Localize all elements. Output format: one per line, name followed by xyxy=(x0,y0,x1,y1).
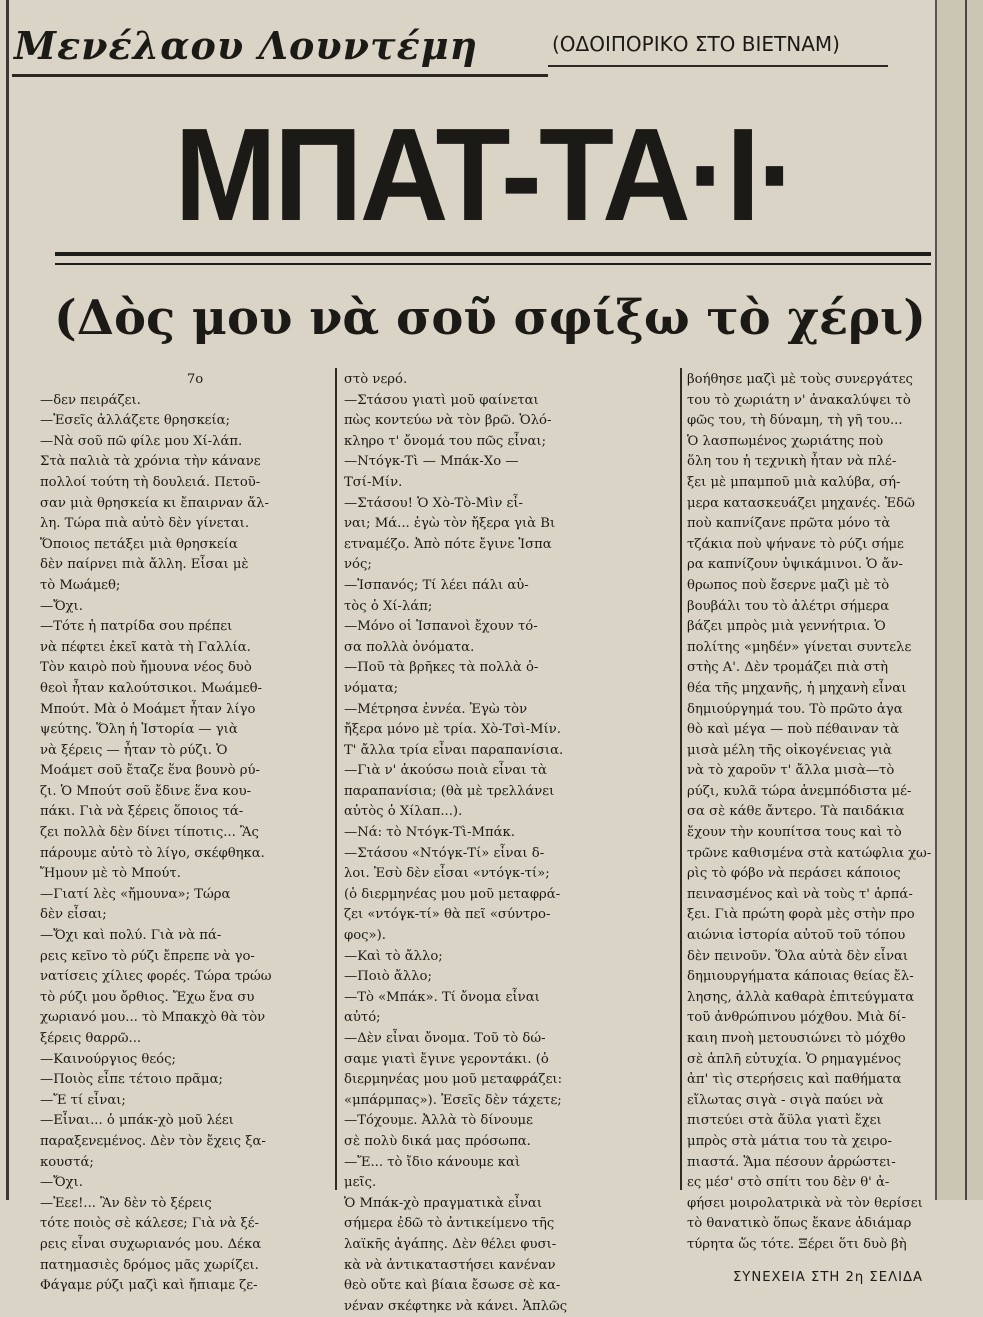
text-line: παραπανίσια; (θὰ μὲ τρελλάνει xyxy=(344,783,555,799)
text-line: ψεύτης. Ὅλη ἡ Ἱστορία — γιὰ xyxy=(40,722,238,738)
text-line: λοι. Ἐσὺ δὲν εἶσαι «ντόγκ-τί»; xyxy=(344,866,550,882)
text-line: Τὸν καιρὸ ποὺ ἤμουνα νέος δυὸ xyxy=(40,660,252,676)
text-line: —Ὄχι. xyxy=(40,1175,83,1191)
text-line: νατίσεις χίλιες φορές. Τώρα τρώω xyxy=(40,969,272,985)
text-line: ἀπ' τὶς στερήσεις καὶ παθήματα xyxy=(687,1072,902,1088)
text-line: παραξενεμένος. Δὲν τὸν ἔχεις ξα- xyxy=(40,1133,266,1149)
text-line: κληρο τ' ὄνομά του πῶς εἶναι; xyxy=(344,433,547,449)
text-line: σήμερα ἐδῶ τὸ ἀντικείμενο τῆς xyxy=(344,1216,555,1232)
text-line: —Δὲν εἶναι ὄνομα. Τοῦ τὸ δώ- xyxy=(344,1031,546,1046)
text-line: τὸ ρύζι μου ὄρθιος. Ἔχω ἕνα συ xyxy=(40,989,255,1005)
text-line: —Στάσου! Ὁ Χὸ-Τὸ-Μὶν εἶ- xyxy=(344,495,524,511)
headline-rule-thick xyxy=(55,252,931,256)
headline: ΜΠΑΤ-ΤΑ·Ι· xyxy=(174,101,796,248)
text-line: —Μέτρησα ἐννέα. Ἐγὼ τὸν xyxy=(344,701,528,717)
text-line: νὰ πέφτει ἐκεῖ κατὰ τὴ Γαλλία. xyxy=(40,639,251,655)
text-line: φῶς του, τὴ δύναμη, τὴ γῆ του... xyxy=(687,413,903,429)
text-line: δὲν εἶσαι; xyxy=(40,907,107,923)
subheadline: (Δὸς μου νὰ σοῦ σφίξω τὸ χέρι) xyxy=(54,290,926,346)
text-line: πεινασμένος καὶ νὰ τοὺς τ' ἁρπά- xyxy=(687,886,913,902)
text-line: ἔχουν τὴν κουπίτσα τους καὶ τὸ xyxy=(687,825,902,841)
text-line: διερμηνέας μου μοῦ μεταφράζει: xyxy=(344,1072,563,1088)
text-line: λησης, ἀλλὰ καθαρὰ ἐπιτεύγματα xyxy=(687,989,915,1005)
text-line: δημιουργήματα κάποιας θείας ἔλ- xyxy=(687,969,914,985)
text-line: (ὁ διερμηνέας μου μοῦ μεταφρά- xyxy=(344,886,561,902)
text-line: τοῦ ἀνθρώπινου μόχθου. Μιὰ δί- xyxy=(687,1010,906,1026)
text-line: βάζει μπρὸς μιὰ γεννήτρια. Ὁ xyxy=(687,619,886,635)
text-line: αὐτὸς ὁ Χίλαπ...). xyxy=(344,804,463,820)
text-line: αιώνια ἱστορία αὐτοῦ τοῦ τόπου xyxy=(687,928,906,944)
text-line: θὸ καὶ μέγα — ποὺ πέθαιναν τὰ xyxy=(687,722,900,738)
text-line: σα σὲ κάθε ἄντερο. Τὰ παιδάκια xyxy=(687,804,905,820)
text-line: τζάκια ποὺ ψήνανε τὸ ρύζι σήμε xyxy=(687,536,904,552)
text-line: νός; xyxy=(344,557,372,573)
text-line: —Ποιὸ ἄλλο; xyxy=(344,969,432,985)
text-line: κουστά; xyxy=(40,1154,94,1170)
text-line: πὼς κοντεύω νὰ τὸν βρῶ. Ὁλό- xyxy=(344,413,552,429)
text-line: ζει «ντόγκ-τί» θὰ πεῖ «σύντρο- xyxy=(344,907,551,923)
text-line: 7ο xyxy=(186,372,204,387)
text-line: —Τὸ «Μπάκ». Τί ὄνομα εἶναι xyxy=(344,989,540,1005)
text-line: σαμε γιατὶ ἔγινε γεροντάκι. (ὁ xyxy=(344,1051,549,1067)
text-line: σαν μιὰ θρησκεία κι ἔπαιρναν ἄλ- xyxy=(40,495,269,511)
text-line: θεὸ οὔτε καὶ βίαια ἔσωσε σὲ κα- xyxy=(344,1278,561,1294)
kicker-underline xyxy=(548,65,888,67)
text-line: ες μέσ' στὸ σπίτι του δὲν θ' ἀ- xyxy=(687,1175,890,1191)
text-line: βοήθησε μαζὶ μὲ τοὺς συνεργάτες xyxy=(687,372,913,387)
text-line: νόματα; xyxy=(344,680,399,696)
article-column-2 xyxy=(344,370,672,1314)
text-line: πατημασιὲς δρόμος μᾶς χωρίζει. xyxy=(40,1257,259,1273)
text-line: —Γιὰ ν' ἀκούσω ποιὰ εἶναι τὰ xyxy=(344,763,547,779)
text-line: Φάγαμε ρύζι μαζὶ καὶ ἤπιαμε ζε- xyxy=(40,1278,258,1294)
text-line: ξέρεις θαρρῶ... xyxy=(40,1031,142,1046)
text-line: —Ἔ... τὸ ἴδιο κάνουμε καὶ xyxy=(344,1154,521,1170)
text-line: —Ἐεε!... Ἂν δὲν τὸ ξέρεις xyxy=(40,1195,212,1211)
text-line: φήσει μοιρολατρικὰ νὰ τὸν θερίσει xyxy=(687,1195,923,1211)
text-line: νὰ ξέρεις — ἦταν τὸ ρύζι. Ὁ xyxy=(40,742,228,758)
text-line: ξει μὲ μπαμποῦ μιὰ καλύβα, σή- xyxy=(687,474,901,490)
text-line: φος»). xyxy=(344,928,386,944)
text-line: —Ἔ τί εἶναι; xyxy=(40,1092,126,1108)
text-line: —Ἱσπανός; Τί λέει πάλι αὐ- xyxy=(344,577,529,593)
text-line: σὲ πολὺ δικά μας πρόσωπα. xyxy=(344,1133,531,1149)
text-line: μισὰ μέλη τῆς οἰκογένειας γιὰ xyxy=(687,742,892,758)
text-line: ποὺ καπνίζανε πρῶτα μόνο τὰ xyxy=(687,516,891,532)
text-line: καιη πνοὴ μετουσιώνει τὸ μόχθο xyxy=(687,1031,906,1046)
text-line: —Τόχουμε. Ἀλλὰ τὸ δίνουμε xyxy=(344,1113,533,1129)
text-line: στὴς Α'. Δὲν τρομάζει πιὰ στὴ xyxy=(687,660,889,676)
text-line: ζει πολλὰ δὲν δίνει τίποτις... Ἂς xyxy=(40,825,259,841)
text-line: ρεις κεῖνο τὸ ρύζι ἔπρεπε νὰ γο- xyxy=(40,948,255,964)
article-column-3 xyxy=(687,370,969,1285)
text-line: ὅλη του ἡ τεχνικὴ ἦταν νὰ πλέ- xyxy=(687,454,897,470)
text-line: —Στάσου «Ντόγκ-Τί» εἶναι δ- xyxy=(344,845,545,861)
text-line: Μοάμετ σοῦ ἔταζε ἕνα βουνὸ ρύ- xyxy=(40,763,260,779)
text-line: —Ὄχι. xyxy=(40,598,83,614)
text-line: θέα τῆς μηχανῆς, ἡ μηχανὴ εἶναι xyxy=(687,680,907,696)
text-line: νέναν σκέφτηκε νὰ κάνει. Ἁπλῶς xyxy=(344,1298,568,1314)
text-line: βουβάλι του τὸ ἀλέτρι σήμερα xyxy=(687,598,890,614)
text-line: νὰ τὸ χαροῦν τ' ἄλλα μισὰ—τὸ xyxy=(687,763,895,779)
text-line: Ἤμουν μὲ τὸ Μπούτ. xyxy=(40,866,181,882)
text-line: Ὁ λασπωμένος χωριάτης ποὺ xyxy=(687,433,884,449)
text-line: κὰ νὰ ἀντικαταστήσει κανέναν xyxy=(344,1257,556,1273)
text-line: ζι. Ὁ Μπούτ σοῦ ἔδινε ἕνα κου- xyxy=(40,783,252,799)
text-line: λη. Τώρα πιὰ αὐτὸ δὲν γίνεται. xyxy=(40,516,250,532)
column-rule-2 xyxy=(680,368,682,1190)
text-line: στὸ νερό. xyxy=(344,372,408,387)
series-kicker: (ΟΔΟΙΠΟΡΙΚΟ ΣΤΟ ΒΙΕΤΝΑΜ) xyxy=(552,32,840,56)
text-line: Ὅποιος πετάξει μιὰ θρησκεία xyxy=(40,536,238,552)
text-line: Τσί-Μίν. xyxy=(344,474,403,490)
text-line: ετναμέζο. Ἀπὸ πότε ἔγινε Ἱσπα xyxy=(344,536,552,552)
text-line: τρῶνε καθισμένα στὰ κατώφλια χω- xyxy=(687,845,932,861)
text-line: τύρητα ὥς τότε. Ξέρει ὅτι δυὸ βὴ xyxy=(687,1236,907,1252)
text-line: λαϊκῆς ἀγάπης. Δὲν θέλει φυσι- xyxy=(344,1236,557,1252)
text-line: Τ' ἄλλα τρία εἶναι παραπανίσια. xyxy=(344,742,564,758)
continued-on-page-2: ΣΥΝΕΧΕΙΑ ΣΤΗ 2η ΣΕΛΙΔΑ xyxy=(732,1269,924,1285)
text-line: ρεις εἶναι συχωριανός μου. Δέκα xyxy=(40,1236,262,1252)
column-rule-1 xyxy=(335,368,337,1190)
text-line: πολίτης «μηδέν» γίνεται συντελε xyxy=(687,639,912,655)
text-line: —Νά: τὸ Ντόγκ-Τὶ-Μπάκ. xyxy=(344,825,515,841)
text-line: ξει. Γιὰ πρώτη φορὰ μὲς στὴν προ xyxy=(687,907,915,923)
text-line: ρύζι, κυλᾶ τώρα ἀνεμπόδιστα μέ- xyxy=(687,783,912,799)
text-line: δὲν παίρνει πιὰ ἄλλη. Εἶσαι μὲ xyxy=(40,557,249,573)
text-line: σα πολλὰ ὀνόματα. xyxy=(344,639,475,655)
text-line: —Καὶ τὸ ἄλλο; xyxy=(344,948,443,964)
page-left-border xyxy=(6,0,9,1200)
text-line: δὲν πεινοῦν. Ὅλα αὐτὰ δὲν εἶναι xyxy=(687,948,909,964)
text-line: τὸ θανατικὸ ὅπως ἔκανε ἀδιάμαρ xyxy=(687,1216,912,1232)
text-line: πάκι. Γιὰ νὰ ξέρεις ὅποιος τά- xyxy=(40,804,244,820)
text-line: «μπάρμπας»). Ἐσεῖς δὲν τάχετε; xyxy=(344,1092,562,1108)
text-line: τὸς ὁ Χί-λάπ; xyxy=(344,598,433,614)
text-line: θεοὶ ἦταν καλούτσικοι. Μωάμεθ- xyxy=(40,680,263,696)
text-line: τὸ Μωάμεθ; xyxy=(40,577,121,593)
text-line: αὐτό; xyxy=(344,1010,381,1026)
text-line: θρωπος ποὺ ἔσερνε μαζὶ μὲ τὸ xyxy=(687,577,890,593)
text-line: —Ποῦ τὰ βρῆκες τὰ πολλὰ ὀ- xyxy=(344,660,539,676)
text-line: εἴλωτας σιγὰ - σιγὰ παύει νὰ xyxy=(687,1092,884,1108)
text-line: —Τότε ἡ πατρίδα σου πρέπει xyxy=(40,619,233,635)
byline-underline xyxy=(12,74,548,77)
text-line: —Ὄχι καὶ πολύ. Γιὰ νὰ πά- xyxy=(40,928,222,944)
text-line: σὲ ἁπλῆ εὐτυχία. Ὁ ρημαγμένος xyxy=(687,1051,902,1067)
text-line: —Γιατί λὲς «ἤμουνα»; Τώρα xyxy=(40,886,231,902)
text-line: ἤξερα μόνο μὲ τρία. Χὸ-Τσὶ-Μίν. xyxy=(344,722,561,738)
text-line: πάρουμε αὐτὸ τὸ λίγο, σκέφθηκα. xyxy=(40,845,265,861)
text-line: δημιούργημά του. Τὸ πρῶτο ἀγα xyxy=(687,701,903,717)
text-line: του τὸ χωριάτη ν' ἀνακαλύψει τὸ xyxy=(687,392,911,408)
text-line: —Ποιὸς εἶπε τέτοιο πρᾶμα; xyxy=(40,1072,223,1088)
text-line: —δεν πειράζει. xyxy=(40,392,141,408)
text-line: —Ντόγκ-Τὶ — Μπάκ-Χο — xyxy=(344,454,519,470)
text-line: ναι; Μά... ἐγὼ τὸν ἤξερα γιὰ Βι xyxy=(344,516,556,532)
text-line: Μπούτ. Μὰ ὁ Μοάμετ ἦταν λίγο xyxy=(40,701,256,717)
article-column-1 xyxy=(40,370,330,1294)
text-line: Στὰ παλιὰ τὰ χρόνια τὴν κάνανε xyxy=(40,454,261,470)
text-line: μεῖς. xyxy=(344,1175,377,1191)
text-line: ρὶς τὸ φόβο νὰ περάσει κάποιος xyxy=(687,866,901,882)
text-line: —Στάσου γιατὶ μοῦ φαίνεται xyxy=(344,392,539,408)
text-line: μερα κατασκευάζει μηχανές. Ἐδῶ xyxy=(687,495,915,511)
text-line: —Ἐσεῖς ἀλλάζετε θρησκεία; xyxy=(40,413,231,429)
text-line: ρα καπνίζουν ὑψικάμινοι. Ὁ ἄν- xyxy=(687,557,903,573)
text-line: —Καινούργιος θεός; xyxy=(40,1051,176,1067)
author-byline: Μενέλαου Λουντέμη xyxy=(14,23,479,68)
text-line: Ὁ Μπάκ-χὸ πραγματικὰ εἶναι xyxy=(344,1195,543,1211)
text-line: —Νὰ σοῦ πῶ φίλε μου Χί-λάπ. xyxy=(40,433,243,449)
text-line: πιστεύει στὰ ἄϋλα γιατὶ ἔχει xyxy=(687,1113,882,1129)
text-line: πιαστά. Ἅμα πέσουν ἀρρώστει- xyxy=(687,1154,896,1170)
headline-rule-thin xyxy=(55,263,931,265)
text-line: μπρὸς στὰ μάτια του τὰ χειρο- xyxy=(687,1133,892,1149)
text-line: —Μόνο οἱ Ἱσπανοὶ ἔχουν τό- xyxy=(344,619,538,635)
text-line: χωριανό μου... τὸ Μπακχὸ θὰ τὸν xyxy=(40,1010,266,1026)
text-line: πολλοί τούτη τὴ δουλειά. Πετοῦ- xyxy=(40,474,261,490)
text-line: —Εἶναι... ὁ μπάκ-χὸ μοῦ λέει xyxy=(40,1113,234,1129)
text-line: τότε ποιὸς σὲ κάλεσε; Γιὰ νὰ ξέ- xyxy=(40,1216,260,1232)
